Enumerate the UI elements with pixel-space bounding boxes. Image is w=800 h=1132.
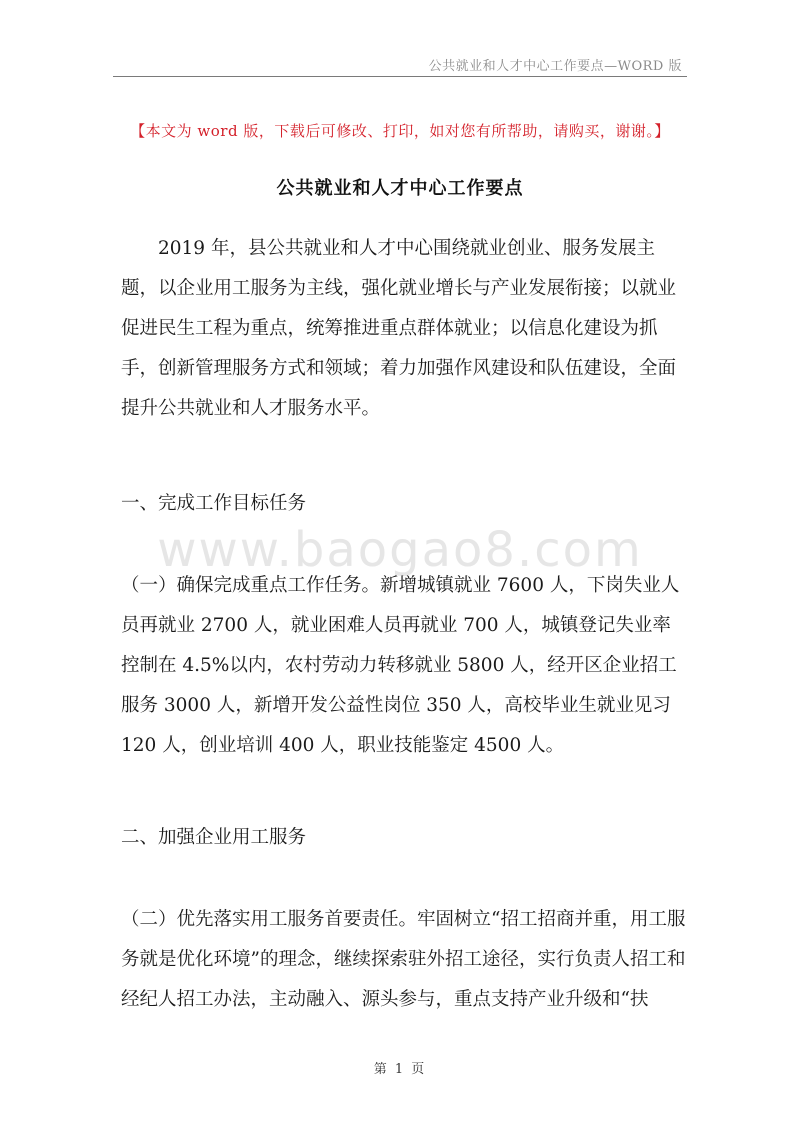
- intro-paragraph: 2019 年，县公共就业和人才中心围绕就业创业、服务发展主题，以企业用工服务为主线，强化就业增长与产业发展衔接；以就业促进民生工程为重点，统筹推进重点群体就业；以信息化建设为抓手，创新管理服务方式和领域；着力加强作风建设和队伍建设，全面提升公共就业和人才服务水平。: [121, 238, 677, 419]
- page-number: 第 1 页: [373, 1062, 427, 1077]
- section-heading-2: 二、加强企业用工服务: [121, 827, 307, 848]
- running-header: 公共就业和人才中心工作要点—WORD 版: [428, 59, 682, 74]
- header-divider: [113, 76, 687, 77]
- watermark: www.baogao8.com: [157, 522, 643, 578]
- document-title: 公共就业和人才中心工作要点: [276, 178, 524, 199]
- section-paragraph-2: （二）优先落实用工服务首要责任。牢固树立“招工招商并重，用工服务就是优化环境”的理念，继续探索驻外招工途径，实行负责人招工和经纪人招工办法，主动融入、源头参与，重点支持产业升级和“扶: [121, 909, 686, 1010]
- section-paragraph-1: （一）确保完成重点工作任务。新增城镇就业 7600 人，下岗失业人员再就业 2700 人，就业困难人员再就业 700 人，城镇登记失业率控制在 4.5%以内，农村劳动力转移就业 5800 人，经开区企业招工服务 3000 人，新增开发公益性岗位 350 人，高校毕业生就业见习 120 人，创业培训 400 人，职业技能鉴定 4500 人。: [121, 575, 680, 756]
- section-heading-1: 一、完成工作目标任务: [121, 493, 307, 514]
- purchase-notice: 【本文为 word 版，下载后可修改、打印，如对您有所帮助，请购买，谢谢。】: [130, 122, 670, 140]
